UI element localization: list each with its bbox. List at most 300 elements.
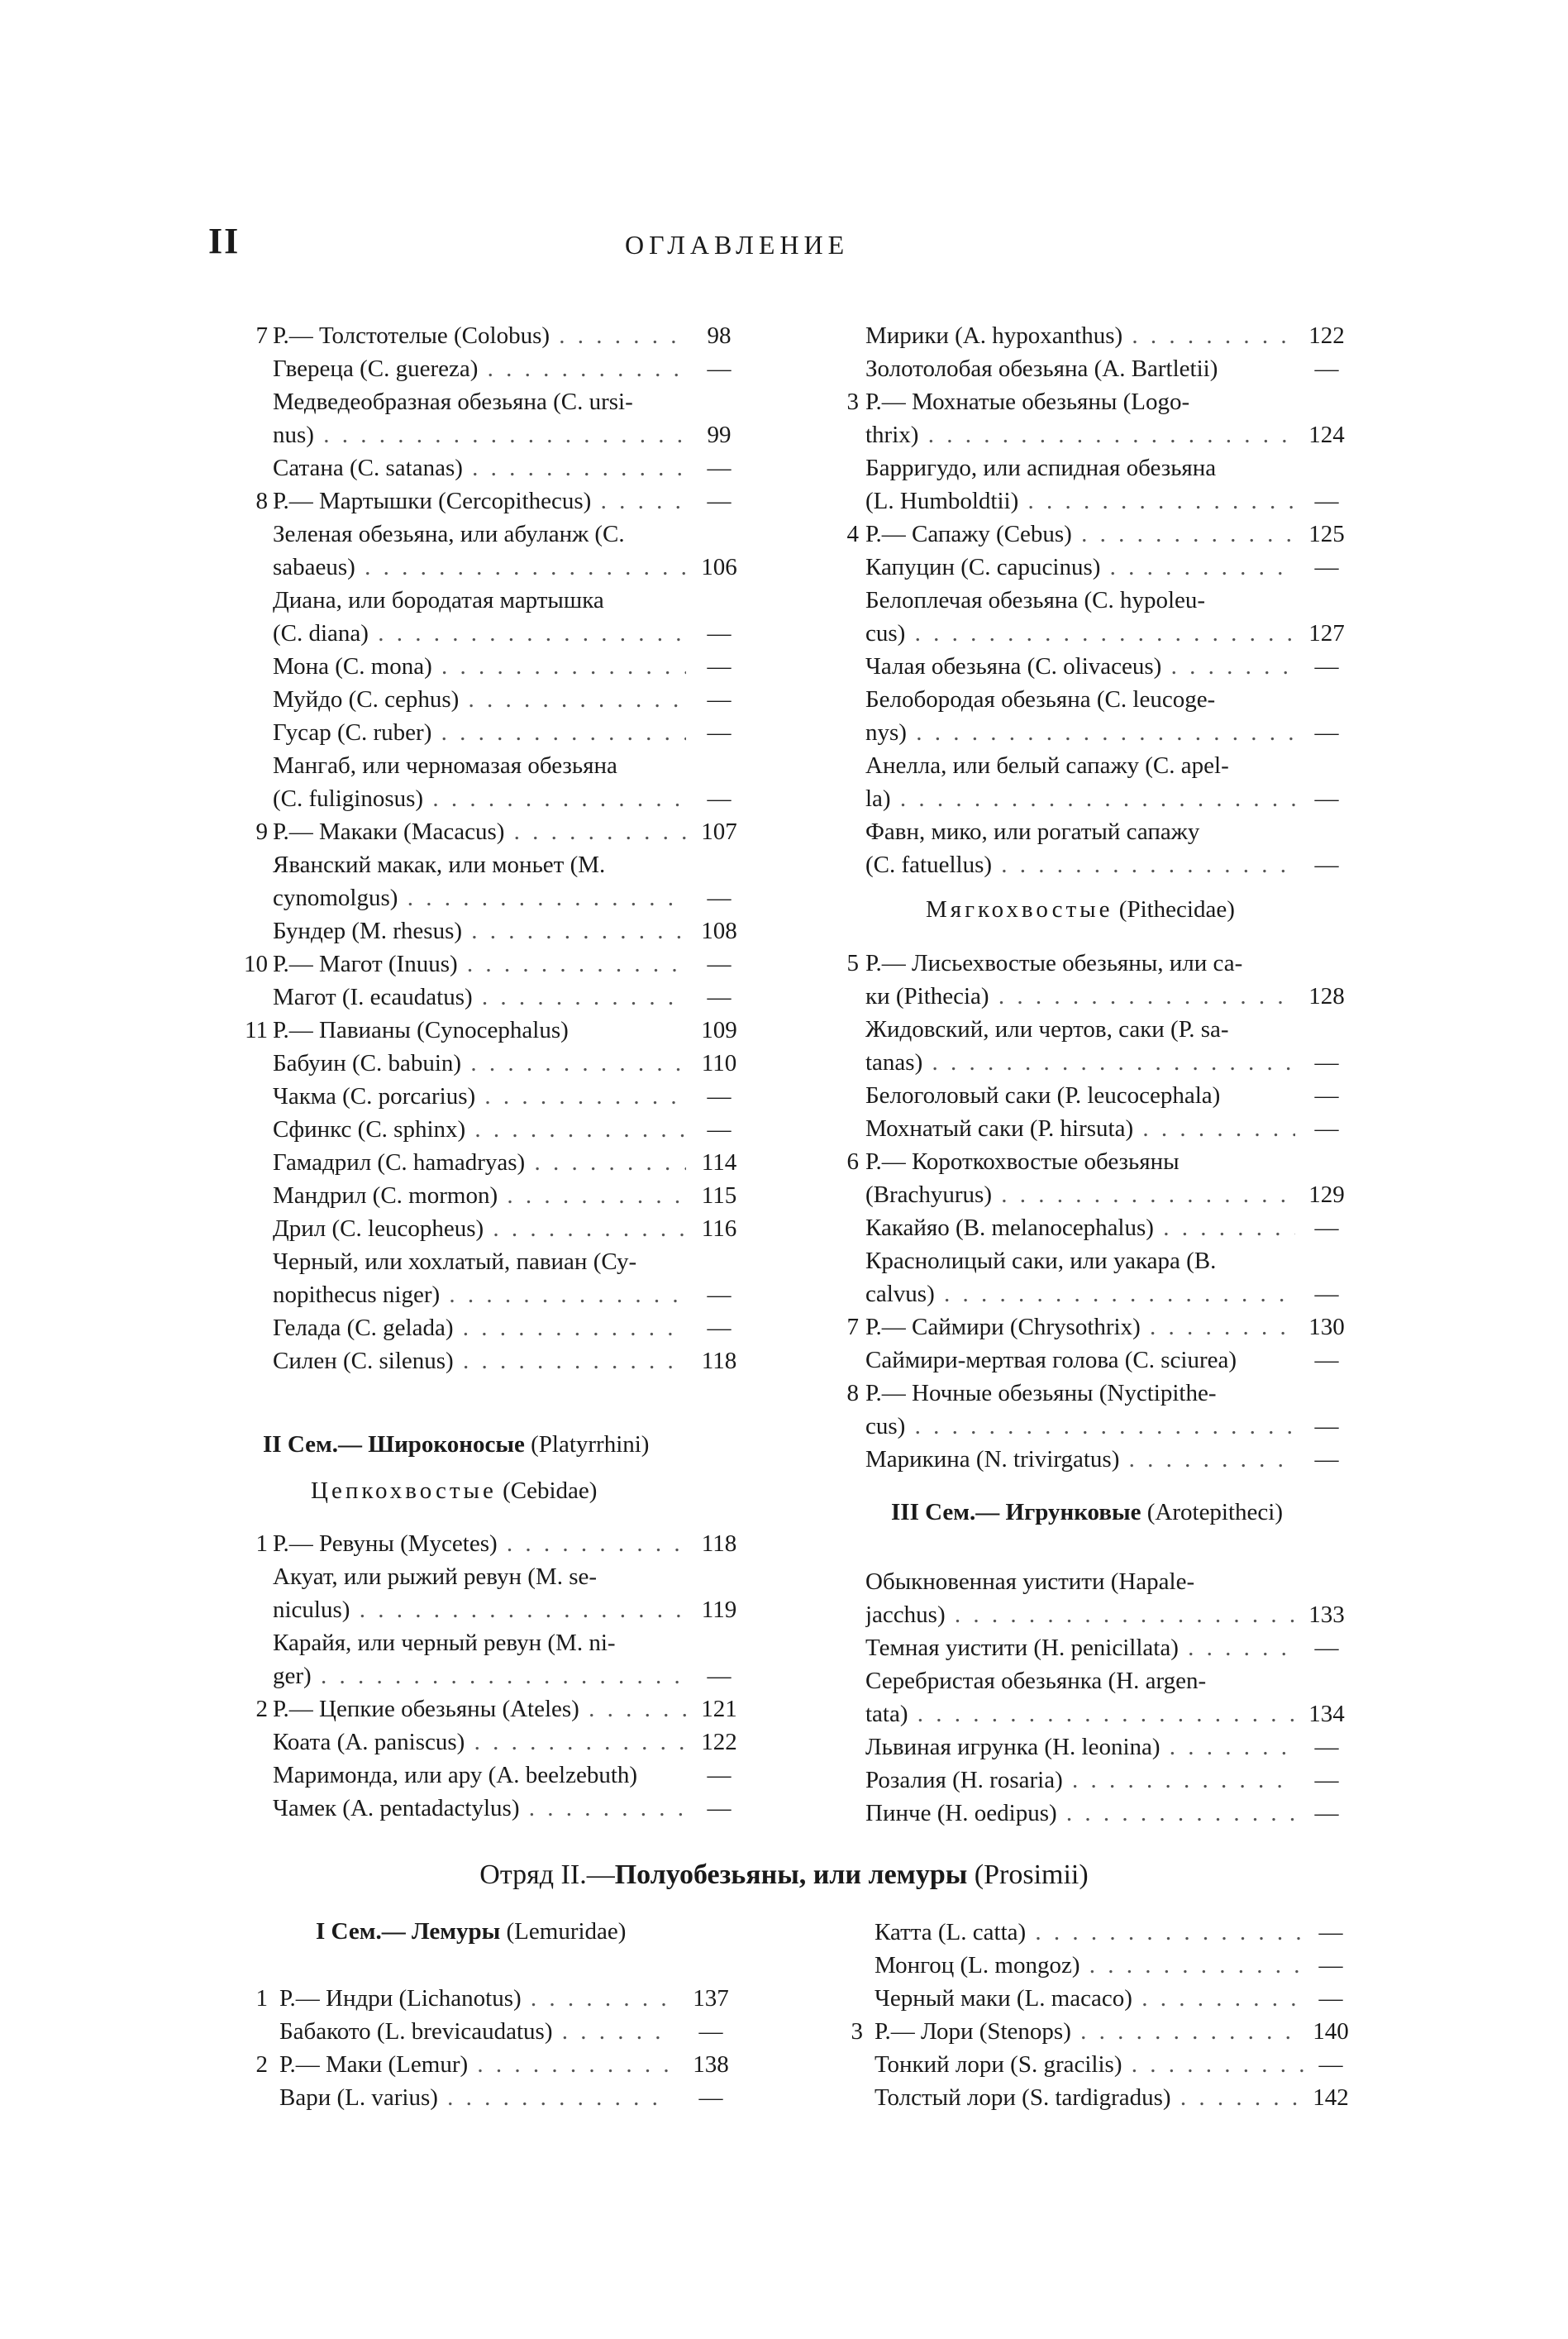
toc-entry [231,1245,760,1278]
subfamily-heading-cebidae: Цепкохвостые (Cebidae) [311,1477,598,1504]
toc-entry-page: 138 [693,2051,729,2078]
toc-entry-title [273,1113,686,1146]
toc-entry [231,1692,760,1726]
toc-entry [831,716,1360,749]
toc-entry-text: Зеленая обезьяна, или абуланж (С. [273,521,625,547]
toc-entry [835,2048,1364,2081]
toc-entry-page: — [1318,1952,1343,1979]
toc-entry-page: — [1314,1413,1339,1439]
toc-entry-text: Бундер (М. rhesus) [273,918,463,944]
toc-entry-title [865,485,1295,518]
toc-entry-title [279,1982,668,2015]
toc-entry [231,1344,760,1377]
toc-entry-title [273,485,686,518]
toc-entry-text: niculus) [273,1597,350,1623]
toc-entry-page: 118 [701,1348,737,1374]
toc-entry-number: 8 [846,1380,859,1406]
toc-entry-title [865,1631,1295,1664]
toc-entry-title [865,1344,1295,1377]
toc-entry-text: jacchus) [865,1601,946,1628]
toc-entry-page: 129 [1308,1181,1345,1208]
toc-entry-text: Чалая обезьяна (С. olivaceus) [865,653,1162,680]
toc-entry-title [865,1565,1295,1598]
toc-entry-text: Гамадрил (С. hamadryas) [273,1149,526,1176]
toc-entry-title [273,749,686,782]
toc-entry [231,319,760,352]
toc-entry [835,2015,1364,2048]
toc-entry-text: Белобородая обезьяна (С. leucoge- [865,686,1216,713]
toc-entry-page: 133 [1308,1601,1345,1628]
toc-entry-page: — [707,1083,732,1110]
toc-entry-title [865,1730,1295,1764]
toc-entry-title [865,782,1295,815]
toc-entry [231,1659,760,1692]
toc-entry-title [865,1211,1295,1244]
toc-entry [831,352,1360,385]
toc-entry-title [273,1278,686,1311]
toc-entry-title [865,1697,1295,1730]
toc-entry-page: 134 [1308,1701,1345,1727]
toc-entry-page: 125 [1308,521,1345,547]
toc-entry-number: 1 [255,1985,268,2012]
toc-entry-number: 6 [846,1148,859,1175]
toc-entry [231,518,760,551]
toc-entry [831,1344,1360,1377]
toc-entry [831,385,1360,418]
toc-entry [831,1797,1360,1830]
toc-entry-title [875,2081,1304,2114]
toc-entry-page: — [707,1282,732,1308]
toc-entry-text: nus) [273,422,314,448]
subfamily-heading-pithecidae: Мягкохвостые (Pithecidae) [926,896,1235,923]
toc-entry-text: Р.— Маки (Lemur) [279,2051,469,2078]
toc-entry-text: Розалия (Н. rosaria) [865,1767,1063,1793]
toc-entry-text: Яванский макак, или моньет (М. [273,852,606,878]
toc-entry-page: — [698,2084,723,2111]
toc-entry-number: 9 [255,819,268,845]
toc-entry [831,650,1360,683]
family-heading-arotepitheci: III Сем.— Игрунковые (Arotepitheci) [891,1499,1284,1525]
toc-entry [231,385,760,418]
toc-entry-title [273,981,686,1014]
toc-entry-page: 130 [1308,1314,1345,1340]
toc-entry-text: tanas) [865,1049,923,1076]
toc-entry-text: Р.— Магот (Inuus) [273,951,458,977]
toc-entry-title [865,1310,1295,1344]
toc-entry-title [865,1377,1295,1410]
toc-entry-text: Карайя, или черный ревун (М. ni- [273,1630,616,1656]
toc-entry-text: Медведеобразная обезьяна (С. ursi- [273,389,633,415]
toc-entry-text: Катта (L. catta) [875,1919,1027,1945]
toc-entry-title [273,948,686,981]
toc-entry-page: — [707,1762,732,1788]
toc-entry-title [273,1014,686,1047]
toc-entry-title [273,1527,686,1560]
toc-entry-title [865,1277,1295,1310]
toc-entry-page: — [1314,554,1339,580]
toc-entry [231,1278,760,1311]
toc-entry-number: 5 [846,950,859,976]
toc-entry-title [875,1949,1304,1982]
toc-entry-text: Краснолицый саки, или уакара (В. [865,1248,1217,1274]
toc-entry [831,1730,1360,1764]
toc-entry-text: Тонкий лори (S. gracilis) [875,2051,1122,2078]
toc-entry-text: Р.— Толстотелые (Colobus) [273,322,550,349]
toc-entry-text: Бабуин (С. babuin) [273,1050,462,1076]
toc-entry-title [273,1726,686,1759]
toc-entry-title [279,2081,668,2114]
toc-entry-text: Гвереца (С. guereza) [273,356,479,382]
toc-entry-title [273,815,686,848]
toc-entry-text: Сфинкс (С. sphinx) [273,1116,466,1143]
toc-entry [831,551,1360,584]
toc-entry-text: Р.— Короткохвостые обезьяны [865,1148,1180,1175]
toc-entry-title [273,518,686,551]
toc-entry-text: (С. fatuellus) [865,852,993,878]
toc-entry-text: (L. Humboldtii) [865,488,1019,514]
toc-entry [231,782,760,815]
toc-entry-title [865,947,1295,980]
toc-entry-page: — [698,2018,723,2045]
toc-entry [831,1178,1360,1211]
family-heading-platyrrhini: II Сем.— Широконосые (Platyrrhini) [263,1431,650,1458]
toc-entry-text: ger) [273,1663,312,1689]
toc-entry-page: — [707,653,732,680]
toc-entry-page: 98 [707,322,732,349]
toc-entry-page: — [1314,1635,1339,1661]
toc-entry-text: Обыкновенная уистити (Hapale- [865,1568,1195,1595]
toc-entry-title [273,1659,686,1692]
toc-entry-text: nys) [865,719,907,746]
toc-entry-text: Акуат, или рыжий ревун (М. se- [273,1563,598,1590]
toc-entry-page: — [707,719,732,746]
toc-entry [831,617,1360,650]
toc-entry-text: (Brachyurus) [865,1181,993,1208]
toc-entry-title [865,1764,1295,1797]
toc-entry-number: 3 [846,389,859,415]
toc-right-column-arotepitheci [831,1565,1360,1830]
toc-entry-text: Анелла, или белый сапажу (С. apel- [865,752,1229,779]
toc-entry-text: Р.— Павианы (Cynocephalus) [273,1017,569,1043]
toc-entry-page: — [1314,1800,1339,1826]
toc-entry-page: — [1314,1767,1339,1793]
toc-entry [231,1626,760,1659]
toc-entry-text: Бабакото (L. brevicaudatus) [279,2018,553,2045]
toc-entry-title [273,1212,686,1245]
toc-entry-text: Сатана (С. satanas) [273,455,463,481]
order-heading-prosimii: Отряд II.—Полуобезьяны, или лемуры (Prosimii) [479,1859,1089,1890]
family-heading-lemuridae: I Сем.— Лемуры (Lemuridae) [316,1918,627,1945]
toc-entry [231,1146,760,1179]
toc-entry [831,1211,1360,1244]
toc-entry-text: sabaeus) [273,554,355,580]
toc-entry-text: Р.— Цепкие обезьяны (Ateles) [273,1696,579,1722]
toc-right-column [831,319,1360,881]
toc-entry-title [273,584,686,617]
toc-entry-title [865,650,1295,683]
toc-entry-page: 124 [1308,422,1345,448]
toc-entry-title [865,1112,1295,1145]
toc-entry [231,1113,760,1146]
toc-entry-title [875,1916,1304,1949]
toc-entry-text: Барригудо, или аспидная обезьяна [865,455,1217,481]
toc-entry-page: — [1314,1281,1339,1307]
toc-entry [231,418,760,451]
toc-entry-title [865,1244,1295,1277]
toc-entry [231,485,760,518]
toc-entry-number: 3 [851,2018,863,2045]
toc-entry-text: Фавн, мико, или рогатый сапажу [865,819,1200,845]
toc-entry-title [273,617,686,650]
toc-entry [835,1916,1364,1949]
toc-entry-page: 127 [1308,620,1345,647]
toc-entry [831,1565,1360,1598]
toc-entry-number: 10 [244,951,268,977]
toc-entry [831,1244,1360,1277]
toc-entry-page: 128 [1308,983,1345,1010]
toc-entry-page: 118 [701,1530,737,1557]
toc-entry-text: Темная уистити (Н. penicillata) [865,1635,1179,1661]
toc-entry-text: Р.— Мохнатые обезьяны (Logo- [865,389,1190,415]
toc-entry-page: — [707,1663,732,1689]
toc-entry-title [273,1047,686,1080]
toc-entry-title [865,1598,1295,1631]
toc-entry-title [865,1443,1295,1476]
toc-entry [231,352,760,385]
toc-entry [831,1145,1360,1178]
toc-entry [231,914,760,948]
toc-entry-text: Мирики (А. hypoxanthus) [865,322,1123,349]
toc-entry [231,551,760,584]
toc-entry-title [273,1146,686,1179]
toc-entry-page: 121 [701,1696,737,1722]
toc-entry-title [865,319,1295,352]
toc-entry [831,1112,1360,1145]
toc-entry-page: — [707,455,732,481]
toc-entry-number: 2 [255,2051,268,2078]
toc-entry-page: — [1314,852,1339,878]
toc-entry-title [273,1560,686,1593]
toc-entry-page: — [1314,785,1339,812]
toc-entry [231,1560,760,1593]
toc-entry [831,1664,1360,1697]
toc-entry [831,980,1360,1013]
toc-entry-title [865,617,1295,650]
toc-entry-text: Мангаб, или черномазая обезьяна [273,752,617,779]
toc-entry [831,749,1360,782]
toc-entry [231,848,760,881]
toc-entry-number: 11 [245,1017,268,1043]
toc-entry-text: Какайяо (В. melanocephalus) [865,1215,1154,1241]
toc-entry-text: Магот (I. ecaudatus) [273,984,473,1010]
toc-entry-title [273,1626,686,1659]
toc-entry-text: cus) [865,1413,906,1439]
toc-entry-page: — [1318,1985,1343,2012]
toc-entry [831,1443,1360,1476]
toc-entry-page: — [707,488,732,514]
toc-entry-title [273,418,686,451]
toc-entry [231,650,760,683]
toc-entry-page: 110 [701,1050,737,1076]
toc-entry [831,683,1360,716]
toc-entry-title [273,1311,686,1344]
toc-entry-title [273,1759,686,1792]
toc-entry-title [273,881,686,914]
toc-entry-number: 7 [846,1314,859,1340]
toc-entry-page: — [707,356,732,382]
toc-entry [831,815,1360,848]
toc-entry [231,1080,760,1113]
toc-entry-text: Р.— Саймири (Chrysothrix) [865,1314,1141,1340]
toc-entry-title [273,319,686,352]
toc-entry [231,1759,760,1792]
toc-entry [831,1598,1360,1631]
toc-entry-number: 7 [255,322,268,349]
toc-entry-title [865,385,1295,418]
toc-entry-text: Силен (С. silenus) [273,1348,454,1374]
toc-entry-page: 109 [701,1017,737,1043]
toc-entry [831,1697,1360,1730]
toc-entry-title [875,1982,1304,2015]
toc-entry-page: 114 [701,1149,737,1176]
toc-entry-number: 1 [255,1530,268,1557]
toc-lemur-right-column [835,1916,1364,2114]
toc-entry [231,981,760,1014]
toc-entry-title [273,1692,686,1726]
toc-entry-text: Гелада (С. gelada) [273,1315,454,1341]
toc-entry-title [273,1344,686,1377]
toc-entry-text: Дрил (С. leucopheus) [273,1215,484,1242]
toc-entry-page: — [707,785,732,812]
toc-entry-text: ки (Pithecia) [865,983,989,1010]
toc-entry-title [865,980,1295,1013]
toc-entry [240,2081,769,2114]
toc-entry [835,1949,1364,1982]
toc-entry [231,1527,760,1560]
toc-entry-page: 122 [701,1729,737,1755]
toc-entry-page: — [1314,488,1339,514]
toc-entry [231,881,760,914]
toc-entry-text: Р.— Лисьехвостые обезьяны, или са- [865,950,1243,976]
toc-entry [831,1277,1360,1310]
toc-entry-title [273,551,686,584]
toc-entry-title [865,584,1295,617]
toc-entry-text: nopithecus niger) [273,1282,441,1308]
toc-entry-page: 116 [701,1215,737,1242]
toc-entry-title [865,1664,1295,1697]
toc-entry-number: 2 [255,1696,268,1722]
toc-entry-page: 122 [1308,322,1345,349]
toc-entry-page: 106 [701,554,737,580]
toc-entry-text: Р.— Индри (Lichanotus) [279,1985,522,2012]
toc-entry [231,815,760,848]
toc-lemur-left-column [240,1982,769,2114]
toc-entry-page: — [707,1315,732,1341]
toc-entry [231,1014,760,1047]
toc-entry-title [865,848,1295,881]
toc-entry-text: Р.— Сапажу (Cebus) [865,521,1072,547]
toc-entry [831,518,1360,551]
toc-entry [231,1311,760,1344]
toc-entry-page: — [707,984,732,1010]
toc-entry-text: Диана, или бородатая мартышка [273,587,604,613]
toc-entry [231,749,760,782]
toc-entry-number: 8 [255,488,268,514]
toc-entry-text: Муйдо (С. cephus) [273,686,460,713]
toc-entry-page: 142 [1313,2084,1349,2111]
toc-entry-page: — [1314,719,1339,746]
toc-entry-text: Чамек (А. pentadactylus) [273,1795,520,1821]
toc-entry-title [273,451,686,485]
toc-left-column-cebidae [231,1527,760,1825]
toc-entry-title [875,2048,1304,2081]
toc-entry [231,1179,760,1212]
toc-entry-text: Чакма (С. porcarius) [273,1083,476,1110]
toc-entry-title [273,1792,686,1825]
toc-entry-text: Р.— Ревуны (Mycetes) [273,1530,498,1557]
toc-entry-page: — [1318,2051,1343,2078]
toc-entry-page: 99 [707,422,732,448]
toc-entry-text: calvus) [865,1281,935,1307]
toc-entry-page: 119 [701,1597,737,1623]
toc-entry-title [865,551,1295,584]
toc-entry-text: Монгоц (L. mongoz) [875,1952,1080,1979]
toc-entry [831,1079,1360,1112]
toc-entry-title [273,848,686,881]
toc-entry-text: Маримонда, или ару (А. beelzebuth) [273,1762,638,1788]
toc-entry-page: — [707,951,732,977]
toc-entry-page: — [1314,1082,1339,1109]
toc-entry-title [279,2015,668,2048]
toc-entry [231,1726,760,1759]
toc-entry-text: Белоплечая обезьяна (С. hypoleu- [865,587,1206,613]
toc-entry [831,1046,1360,1079]
toc-entry-title [273,914,686,948]
toc-entry [831,848,1360,881]
toc-entry [231,948,760,981]
toc-entry-page: — [1314,356,1339,382]
toc-entry-title [865,352,1295,385]
toc-entry-text: Толстый лори (S. tardigradus) [875,2084,1171,2111]
toc-entry [831,451,1360,485]
toc-entry-text: Львиная игрунка (Н. leonina) [865,1734,1161,1760]
toc-entry-title [273,683,686,716]
toc-entry-text: Гусар (С. ruber) [273,719,432,746]
toc-entry [831,418,1360,451]
toc-entry [231,1792,760,1825]
toc-entry-title [865,815,1295,848]
toc-entry-page: 137 [693,1985,729,2012]
toc-entry-title [865,1797,1295,1830]
toc-entry-text: Марикина (N. trivirgatus) [865,1446,1120,1473]
toc-entry-text: thrix) [865,422,919,448]
toc-entry-text: Серебристая обезьянка (Н. argen- [865,1668,1207,1694]
toc-entry [831,319,1360,352]
toc-entry-title [865,749,1295,782]
toc-entry [831,584,1360,617]
toc-entry-title [273,352,686,385]
toc-entry [231,584,760,617]
toc-entry [835,2081,1364,2114]
toc-left-column [231,319,760,1377]
toc-entry-title [865,716,1295,749]
toc-entry-title [865,1079,1295,1112]
toc-entry [231,617,760,650]
toc-entry [831,1013,1360,1046]
toc-entry-title [865,1046,1295,1079]
toc-entry-page: — [1314,1215,1339,1241]
toc-entry-text: Р.— Лори (Stenops) [875,2018,1071,2045]
